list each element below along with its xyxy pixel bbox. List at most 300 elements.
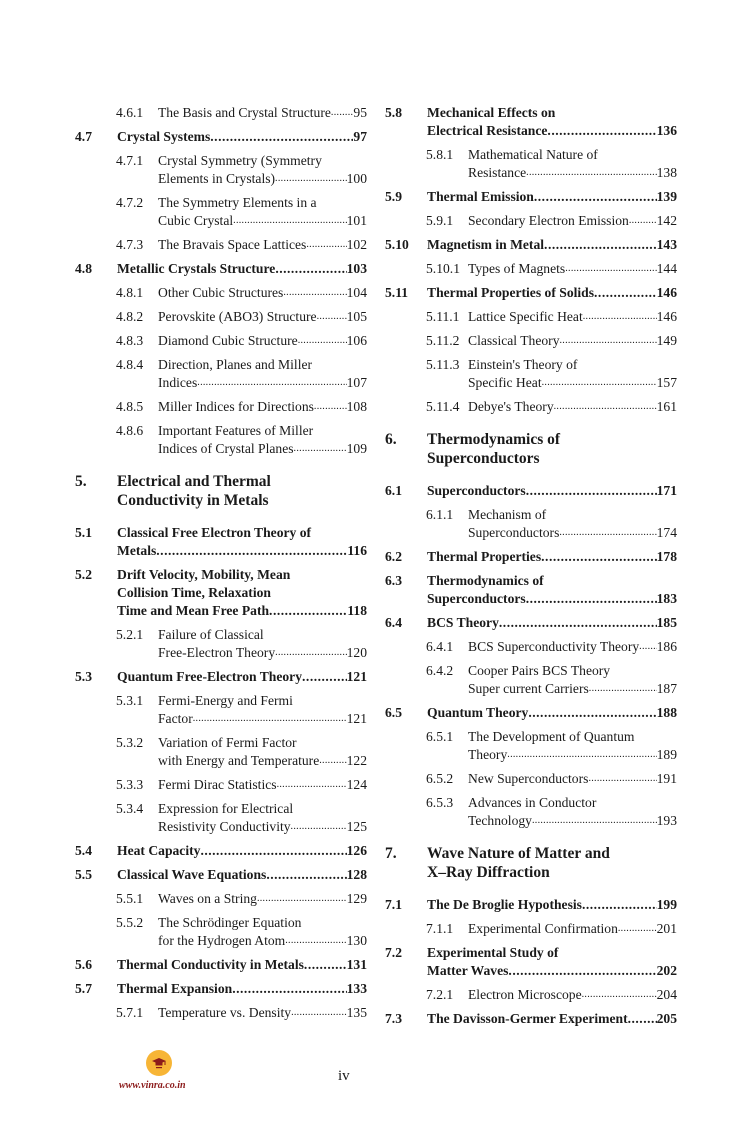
entry-title: Super current Carriers xyxy=(468,681,589,696)
section-number: 5.10 xyxy=(385,237,409,252)
entry-title: Superconductors xyxy=(427,483,526,498)
toc-section-entry[interactable] xyxy=(75,566,367,620)
page-reference: 122 xyxy=(346,753,367,768)
entry-title: Crystal Systems xyxy=(117,129,211,144)
section-number: 5.9 xyxy=(385,189,402,204)
toc-subsection-entry[interactable] xyxy=(385,398,677,416)
section-number: 4.8.3 xyxy=(116,333,144,348)
entry-title-line: Thermodynamics of xyxy=(427,431,561,448)
page-reference: 188 xyxy=(656,705,677,720)
dot-leader xyxy=(559,524,656,542)
entry-title: Time and Mean Free Path xyxy=(117,603,270,618)
dot-leader xyxy=(294,440,347,458)
toc-section-entry[interactable] xyxy=(385,614,677,632)
entry-title: Technology xyxy=(468,813,532,828)
toc-subsection-entry[interactable] xyxy=(75,284,367,302)
entry-title-line: Advances in Conductor xyxy=(468,795,597,810)
entry-title: Matter Waves xyxy=(427,963,509,978)
entry-title: BCS Theory xyxy=(427,615,499,630)
dot-leader xyxy=(565,260,656,278)
dot-leader xyxy=(541,548,656,566)
toc-subsection-entry[interactable] xyxy=(385,332,677,350)
entry-title: Secondary Electron Emission xyxy=(468,213,629,228)
entry-title-line: Einstein's Theory of xyxy=(468,357,578,372)
dot-leader xyxy=(618,920,657,938)
publisher-logo xyxy=(146,1050,172,1076)
section-number: 5.8.1 xyxy=(426,147,454,162)
section-number: 6.5 xyxy=(385,705,402,720)
entry-title: for the Hydrogen Atom xyxy=(158,933,286,948)
section-number: 5.2.1 xyxy=(116,627,144,642)
dot-leader xyxy=(534,188,657,206)
section-number: 5.8 xyxy=(385,105,402,120)
page-reference: 128 xyxy=(346,867,367,882)
page-reference: 121 xyxy=(346,669,367,684)
entry-title: Diamond Cubic Structure xyxy=(158,333,298,348)
page-reference: 108 xyxy=(346,399,367,414)
page-reference: 189 xyxy=(656,747,677,762)
toc-section-entry[interactable] xyxy=(385,188,677,206)
section-number: 4.7.3 xyxy=(116,237,144,252)
toc-subsection-entry[interactable] xyxy=(75,626,367,662)
dot-leader xyxy=(331,104,353,122)
section-number: 5.11.3 xyxy=(426,357,460,372)
entry-title: Other Cubic Structures xyxy=(158,285,284,300)
entry-title-line: Electrical and Thermal xyxy=(117,473,271,490)
entry-title-line: The Development of Quantum xyxy=(468,729,635,744)
page-reference: 107 xyxy=(346,375,367,390)
entry-title: The Davisson-Germer Experiment xyxy=(427,1011,628,1026)
section-number: 5.11 xyxy=(385,285,409,300)
entry-title: Indices of Crystal Planes xyxy=(158,441,294,456)
dot-leader xyxy=(283,284,346,302)
page-reference: 204 xyxy=(656,987,677,1002)
page-reference: 174 xyxy=(656,525,677,540)
dot-leader xyxy=(589,680,657,698)
section-number: 5.1 xyxy=(75,525,92,540)
entry-title-line: Mechanism of xyxy=(468,507,547,522)
section-number: 4.8.4 xyxy=(116,357,144,372)
section-number: 5.10.1 xyxy=(426,261,460,276)
toc-chapter-heading xyxy=(385,430,677,468)
dot-leader xyxy=(560,332,657,350)
dot-leader xyxy=(554,398,657,416)
entry-title: Magnetism in Metal xyxy=(427,237,545,252)
toc-section-entry[interactable] xyxy=(75,842,367,860)
toc-section-entry[interactable] xyxy=(385,548,677,566)
entry-title-line: Experimental Study of xyxy=(427,945,559,960)
entry-title: Factor xyxy=(158,711,193,726)
toc-subsection-entry[interactable] xyxy=(75,104,367,122)
entry-title-line: Thermodynamics of xyxy=(427,573,544,588)
entry-title-line: Important Features of Miller xyxy=(158,423,314,438)
entry-title: Superconductors xyxy=(427,591,526,606)
dot-leader xyxy=(532,812,657,830)
toc-subsection-entry[interactable] xyxy=(75,398,367,416)
section-number: 5.5.2 xyxy=(116,915,144,930)
entry-title: Electron Microscope xyxy=(468,987,582,1002)
page-reference: 193 xyxy=(656,813,677,828)
section-number: 5.11.4 xyxy=(426,399,460,414)
dot-leader xyxy=(526,590,657,608)
entry-title: Thermal Conductivity in Metals xyxy=(117,957,304,972)
entry-title: Classical Wave Equations xyxy=(117,867,267,882)
section-number: 5.3 xyxy=(75,669,92,684)
dot-leader xyxy=(629,212,657,230)
entry-title: Superconductors xyxy=(468,525,560,540)
page-reference: 95 xyxy=(353,105,367,120)
entry-title: Waves on a String xyxy=(158,891,257,906)
entry-title-line: Direction, Planes and Miller xyxy=(158,357,313,372)
toc-right-column xyxy=(385,104,677,1034)
toc-section-entry[interactable] xyxy=(385,284,677,302)
section-number: 4.8.2 xyxy=(116,309,144,324)
section-number: 5.3.1 xyxy=(116,693,144,708)
toc-subsection-entry[interactable] xyxy=(385,146,677,182)
dot-leader xyxy=(193,710,347,728)
toc-section-entry[interactable] xyxy=(385,1010,677,1028)
entry-title: Free-Electron Theory xyxy=(158,645,276,660)
entry-title: Specific Heat xyxy=(468,375,542,390)
dot-leader xyxy=(275,644,346,662)
section-number: 7.3 xyxy=(385,1011,402,1026)
entry-title: Quantum Theory xyxy=(427,705,529,720)
toc-section-entry[interactable] xyxy=(385,236,677,254)
dot-leader xyxy=(291,1004,347,1022)
entry-title: Classical Theory xyxy=(468,333,560,348)
toc-subsection-entry[interactable] xyxy=(385,506,677,542)
entry-title-line: Drift Velocity, Mobility, Mean xyxy=(117,567,291,582)
toc-subsection-entry[interactable] xyxy=(385,662,677,698)
entry-title-line: Fermi-Energy and Fermi xyxy=(158,693,293,708)
section-number: 6.1 xyxy=(385,483,402,498)
dot-leader xyxy=(582,986,657,1004)
dot-leader xyxy=(499,614,657,632)
toc-subsection-entry[interactable] xyxy=(75,332,367,350)
entry-title: New Superconductors xyxy=(468,771,589,786)
dot-leader xyxy=(544,236,657,254)
toc-subsection-entry[interactable] xyxy=(75,356,367,392)
dot-leader xyxy=(275,170,347,188)
entry-title: Perovskite (ABO3) Structure xyxy=(158,309,317,324)
dot-leader xyxy=(306,236,346,254)
toc-section-entry[interactable] xyxy=(385,704,677,722)
dot-leader xyxy=(269,602,347,620)
section-number: 5.7.1 xyxy=(116,1005,144,1020)
section-number: 5.7 xyxy=(75,981,92,996)
dot-leader xyxy=(542,374,657,392)
page-reference: 201 xyxy=(656,921,677,936)
section-number: 5.3.3 xyxy=(116,777,144,792)
section-number: 7.1 xyxy=(385,897,402,912)
toc-subsection-entry[interactable] xyxy=(75,422,367,458)
entry-title-line: The Schrödinger Equation xyxy=(158,915,302,930)
toc-subsection-entry[interactable] xyxy=(75,308,367,326)
entry-title: Debye's Theory xyxy=(468,399,554,414)
section-number: 7.1.1 xyxy=(426,921,454,936)
dot-leader xyxy=(528,704,656,722)
entry-title: BCS Superconductivity Theory xyxy=(468,639,640,654)
page-reference: 146 xyxy=(656,285,677,300)
dot-leader xyxy=(628,1010,657,1028)
dot-leader xyxy=(582,896,657,914)
dot-leader xyxy=(232,980,346,998)
entry-title: Experimental Confirmation xyxy=(468,921,618,936)
section-number: 5.3.2 xyxy=(116,735,144,750)
dot-leader xyxy=(298,332,347,350)
page-reference: 125 xyxy=(346,819,367,834)
toc-section-entry[interactable] xyxy=(75,128,367,146)
section-number: 6.1.1 xyxy=(426,507,454,522)
page-reference: 104 xyxy=(346,285,367,300)
toc-subsection-entry[interactable] xyxy=(385,794,677,830)
page-reference: 131 xyxy=(346,957,367,972)
dot-leader xyxy=(319,752,346,770)
toc-chapter-heading xyxy=(75,472,367,510)
dot-leader xyxy=(547,122,656,140)
section-number: 5.11.2 xyxy=(426,333,460,348)
toc-subsection-entry[interactable] xyxy=(385,308,677,326)
entry-title-line: X–Ray Diffraction xyxy=(427,864,550,881)
toc-subsection-entry[interactable] xyxy=(75,692,367,728)
section-number: 5.6 xyxy=(75,957,92,972)
entry-title: Lattice Specific Heat xyxy=(468,309,583,324)
page-reference: 121 xyxy=(346,711,367,726)
toc-section-entry[interactable] xyxy=(385,482,677,500)
dot-leader xyxy=(317,308,347,326)
entry-title-line: Crystal Symmetry (Symmetry xyxy=(158,153,322,168)
entry-title: Indices xyxy=(158,375,198,390)
entry-title: Heat Capacity xyxy=(117,843,201,858)
dot-leader xyxy=(639,638,656,656)
page-reference: 161 xyxy=(656,399,677,414)
page-reference: 101 xyxy=(346,213,367,228)
toc-section-entry[interactable] xyxy=(75,524,367,560)
entry-title: The De Broglie Hypothesis xyxy=(427,897,582,912)
page-reference: 171 xyxy=(656,483,677,498)
section-number: 4.7.2 xyxy=(116,195,144,210)
section-number: 6.5.3 xyxy=(426,795,454,810)
entry-title: Types of Magnets xyxy=(468,261,566,276)
page-reference: 146 xyxy=(656,309,677,324)
section-number: 7.2 xyxy=(385,945,402,960)
toc-subsection-entry[interactable] xyxy=(75,890,367,908)
entry-title-line: Wave Nature of Matter and xyxy=(427,845,610,862)
section-number: 4.7 xyxy=(75,129,92,144)
entry-title-line: The Symmetry Elements in a xyxy=(158,195,317,210)
toc-subsection-entry[interactable] xyxy=(385,920,677,938)
section-number: 6.2 xyxy=(385,549,402,564)
toc-subsection-entry[interactable] xyxy=(75,1004,367,1022)
entry-title-line: Cooper Pairs BCS Theory xyxy=(468,663,611,678)
entry-title: Resistance xyxy=(468,165,527,180)
section-number: 6.4 xyxy=(385,615,402,630)
page-reference: 186 xyxy=(656,639,677,654)
page-reference: 124 xyxy=(346,777,367,792)
section-number: 6.3 xyxy=(385,573,402,588)
dot-leader xyxy=(156,542,347,560)
section-number: 4.7.1 xyxy=(116,153,144,168)
entry-title-line: Collision Time, Relaxation xyxy=(117,585,271,600)
dot-leader xyxy=(314,398,347,416)
toc-chapter-heading xyxy=(385,844,677,882)
page-reference: 106 xyxy=(346,333,367,348)
page-reference: 116 xyxy=(347,543,367,558)
entry-title: Electrical Resistance xyxy=(427,123,548,138)
page-reference: 191 xyxy=(656,771,677,786)
dot-leader xyxy=(507,746,656,764)
page-number: iv xyxy=(338,1068,350,1084)
page-reference: 138 xyxy=(656,165,677,180)
entry-title: with Energy and Temperature xyxy=(158,753,320,768)
dot-leader xyxy=(277,776,347,794)
toc-subsection-entry[interactable] xyxy=(385,638,677,656)
page-reference: 202 xyxy=(656,963,677,978)
dot-leader xyxy=(257,890,347,908)
page-reference: 97 xyxy=(353,129,367,144)
section-number: 7.2.1 xyxy=(426,987,454,1002)
entry-title: Theory xyxy=(468,747,508,762)
page-reference: 136 xyxy=(656,123,677,138)
page-reference: 105 xyxy=(346,309,367,324)
section-number: 4.8.5 xyxy=(116,399,144,414)
entry-title-line: Mathematical Nature of xyxy=(468,147,598,162)
page-reference: 130 xyxy=(346,933,367,948)
section-number: 5.4 xyxy=(75,843,92,858)
entry-title: Thermal Properties xyxy=(427,549,542,564)
dot-leader xyxy=(200,842,346,860)
section-number: 5.2 xyxy=(75,567,92,582)
page-reference: 199 xyxy=(656,897,677,912)
page-reference: 109 xyxy=(346,441,367,456)
section-number: 5. xyxy=(75,473,87,490)
section-number: 5.9.1 xyxy=(426,213,454,228)
entry-title: Thermal Expansion xyxy=(117,981,233,996)
toc-subsection-entry[interactable] xyxy=(75,152,367,188)
dot-leader xyxy=(291,818,347,836)
page-reference: 185 xyxy=(656,615,677,630)
dot-leader xyxy=(233,212,346,230)
toc-subsection-entry[interactable] xyxy=(75,800,367,836)
toc-subsection-entry[interactable] xyxy=(75,734,367,770)
dot-leader xyxy=(583,308,657,326)
page-reference: 120 xyxy=(346,645,367,660)
page-reference: 149 xyxy=(656,333,677,348)
dot-leader xyxy=(285,932,346,950)
toc-section-entry[interactable] xyxy=(75,260,367,278)
section-number: 6.5.1 xyxy=(426,729,454,744)
toc-subsection-entry[interactable] xyxy=(75,776,367,794)
page-reference: 142 xyxy=(656,213,677,228)
page-reference: 129 xyxy=(346,891,367,906)
entry-title: The Basis and Crystal Structure xyxy=(158,105,331,120)
entry-title: Resistivity Conductivity xyxy=(158,819,291,834)
publisher-url[interactable]: www.vinra.co.in xyxy=(119,1080,186,1091)
toc-subsection-entry[interactable] xyxy=(385,770,677,788)
section-number: 4.8 xyxy=(75,261,92,276)
dot-leader xyxy=(275,260,346,278)
dot-leader xyxy=(526,164,656,182)
entry-title: Miller Indices for Directions xyxy=(158,399,314,414)
dot-leader xyxy=(508,962,656,980)
entry-title: Metals xyxy=(117,543,157,558)
page-reference: 144 xyxy=(656,261,677,276)
page-reference: 143 xyxy=(656,237,677,252)
toc-subsection-entry[interactable] xyxy=(385,212,677,230)
toc-section-entry[interactable] xyxy=(385,572,677,608)
entry-title: Thermal Properties of Solids xyxy=(427,285,595,300)
page-reference: 102 xyxy=(346,237,367,252)
toc-section-entry[interactable] xyxy=(385,896,677,914)
entry-title: Elements in Crystals) xyxy=(158,171,276,186)
entry-title-line: Failure of Classical xyxy=(158,627,264,642)
section-number: 5.5 xyxy=(75,867,92,882)
page-reference: 178 xyxy=(656,549,677,564)
page-reference: 183 xyxy=(656,591,677,606)
section-number: 4.8.1 xyxy=(116,285,144,300)
entry-title-line: Expression for Electrical xyxy=(158,801,294,816)
page-reference: 187 xyxy=(656,681,677,696)
dot-leader xyxy=(588,770,656,788)
section-number: 7. xyxy=(385,845,397,862)
toc-subsection-entry[interactable] xyxy=(385,260,677,278)
dot-leader xyxy=(266,866,346,884)
page-reference: 139 xyxy=(656,189,677,204)
dot-leader xyxy=(304,956,347,974)
section-number: 4.6.1 xyxy=(116,105,144,120)
page-reference: 205 xyxy=(656,1011,677,1026)
page-reference: 100 xyxy=(346,171,367,186)
entry-title: Cubic Crystal xyxy=(158,213,234,228)
toc-section-entry[interactable] xyxy=(385,944,677,980)
dot-leader xyxy=(210,128,353,146)
toc-section-entry[interactable] xyxy=(75,668,367,686)
section-number: 6.4.2 xyxy=(426,663,454,678)
toc-subsection-entry[interactable] xyxy=(385,986,677,1004)
toc-section-entry[interactable] xyxy=(75,866,367,884)
toc-subsection-entry[interactable] xyxy=(75,236,367,254)
toc-section-entry[interactable] xyxy=(385,104,677,140)
entry-title-line: Classical Free Electron Theory of xyxy=(117,525,312,540)
entry-title: Thermal Emission xyxy=(427,189,534,204)
toc-subsection-entry[interactable] xyxy=(385,356,677,392)
toc-left-column xyxy=(75,104,367,1028)
section-number: 5.3.4 xyxy=(116,801,144,816)
graduation-cap-icon xyxy=(151,1055,167,1071)
section-number: 6.5.2 xyxy=(426,771,454,786)
entry-title: The Bravais Space Lattices xyxy=(158,237,307,252)
page-reference: 126 xyxy=(346,843,367,858)
entry-title-line: Mechanical Effects on xyxy=(427,105,556,120)
toc-subsection-entry[interactable] xyxy=(75,194,367,230)
entry-title: Quantum Free-Electron Theory xyxy=(117,669,303,684)
dot-leader xyxy=(197,374,346,392)
section-number: 5.5.1 xyxy=(116,891,144,906)
entry-title-line: Conductivity in Metals xyxy=(117,492,269,509)
dot-leader xyxy=(526,482,657,500)
page-reference: 157 xyxy=(656,375,677,390)
entry-title: Fermi Dirac Statistics xyxy=(158,777,277,792)
entry-title-line: Superconductors xyxy=(427,450,540,467)
toc-section-entry[interactable] xyxy=(75,980,367,998)
section-number: 6.4.1 xyxy=(426,639,454,654)
entry-title: Metallic Crystals Structure xyxy=(117,261,276,276)
toc-subsection-entry[interactable] xyxy=(75,914,367,950)
entry-title: Temperature vs. Density xyxy=(158,1005,292,1020)
toc-subsection-entry[interactable] xyxy=(385,728,677,764)
toc-section-entry[interactable] xyxy=(75,956,367,974)
page-reference: 118 xyxy=(347,603,367,618)
